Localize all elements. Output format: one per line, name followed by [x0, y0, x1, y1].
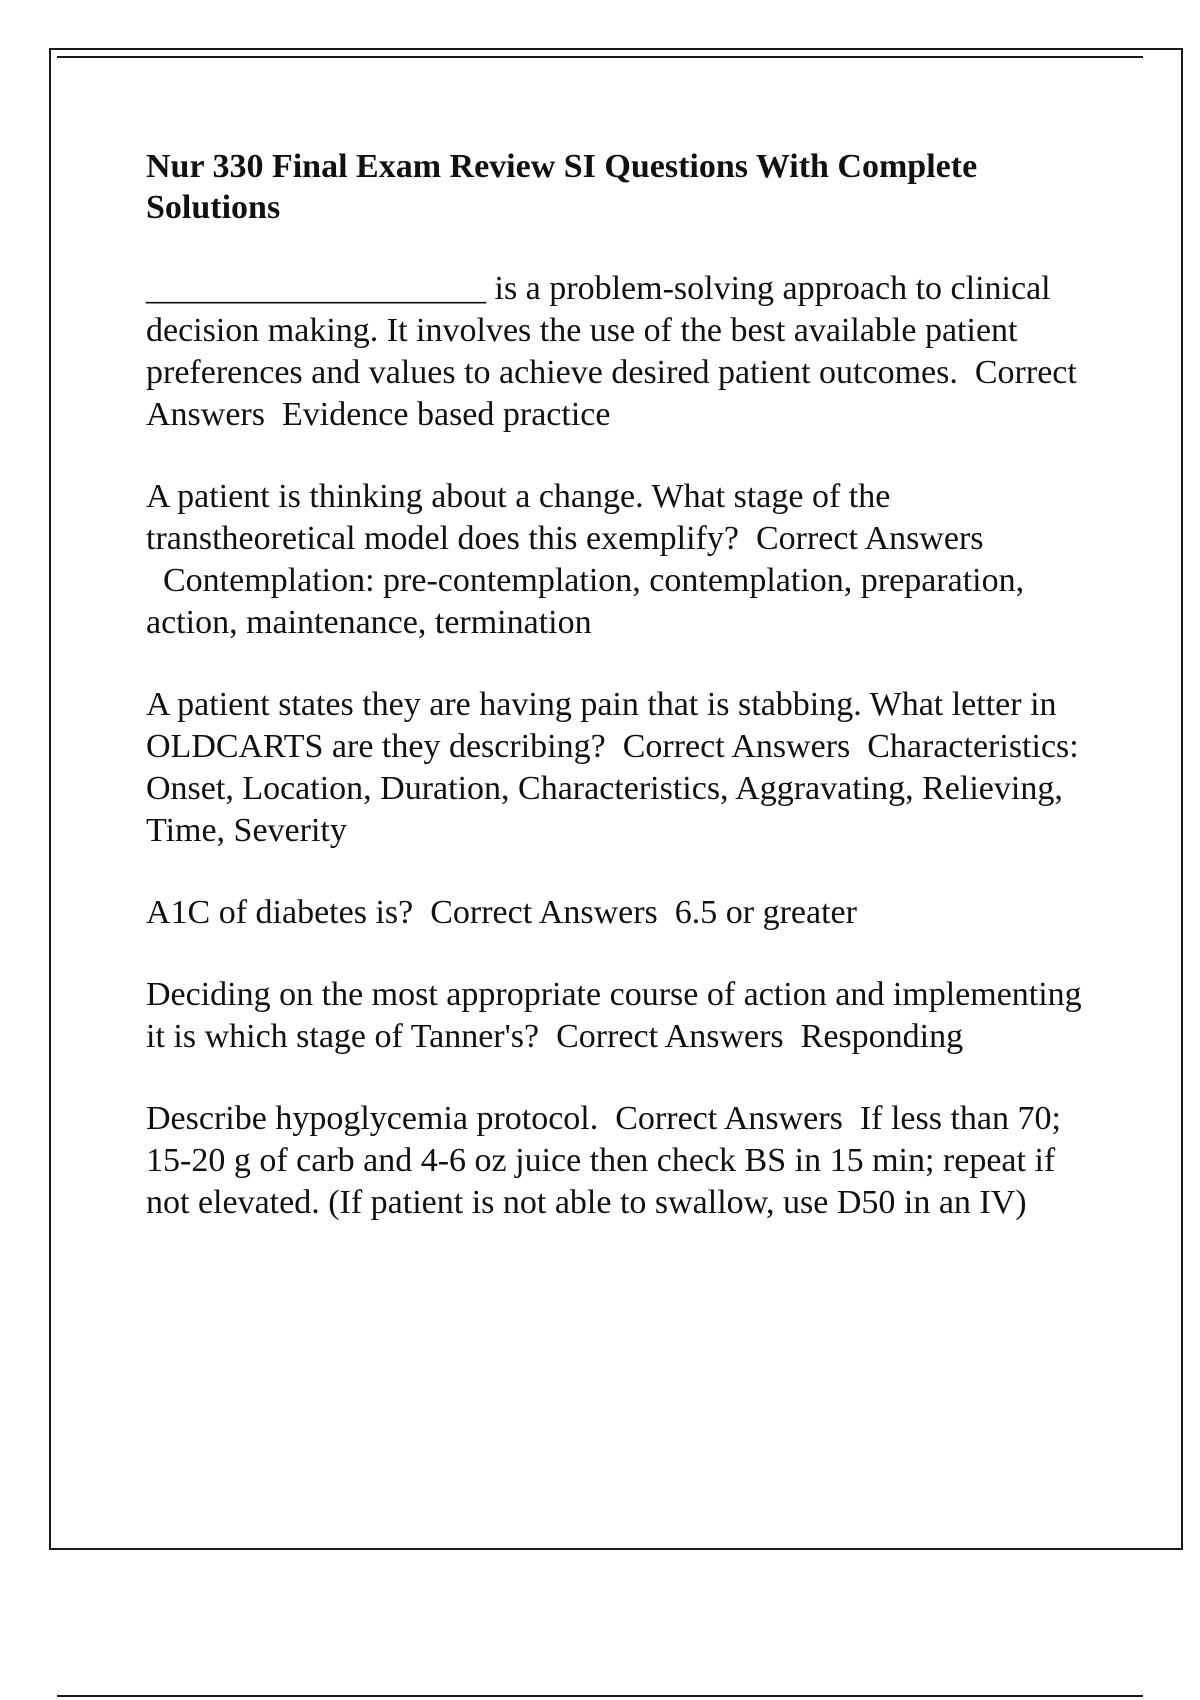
answer-text: Contemplation: pre-contemplation, contemplation, preparation, action, maintenance, termination: [146, 562, 1025, 641]
question-text: A patient states they are having pain that is stabbing. What letter in OLDCARTS are they describing?: [146, 686, 1057, 765]
qa-item: [146, 268, 1096, 436]
question-text: A patient is thinking about a change. What stage of the transtheoretical model does this exemplify?: [146, 478, 891, 557]
footer-rule: [57, 1695, 1143, 1697]
answer-text: Evidence based practice: [281, 396, 611, 433]
qa-item: [146, 892, 1096, 934]
qa-item: [146, 1098, 1096, 1224]
answer-text: Responding: [800, 1018, 964, 1055]
answer-marker: Correct Answers: [430, 894, 658, 931]
document-title: Nur 330 Final Exam Review SI Questions With Complete Solutions: [146, 148, 978, 226]
question-text: Describe hypoglycemia protocol.: [146, 1100, 599, 1137]
document-body: [146, 146, 1096, 1264]
answer-text: Characteristics: Onset, Location, Duration, Characteristics, Aggravating, Relieving, Time, Severity: [146, 728, 1079, 849]
header-rule: [57, 56, 1143, 58]
question-text: ____________________ is a problem-solving approach to clinical decision making. It involves the use of the best available patient preferences and values to achieve desired patient outcomes.: [146, 270, 1051, 391]
question-text: Deciding on the most appropriate course of action and implementing it is which stage of Tanner's?: [146, 976, 1082, 1055]
question-text: A1C of diabetes is?: [146, 894, 414, 931]
answer-marker: Correct Answers: [556, 1018, 784, 1055]
answer-marker: Correct Answers: [146, 354, 1077, 433]
answer-marker: Correct Answers: [755, 520, 984, 557]
answer-text: If less than 70; 15-20 g of carb and 4-6 oz juice then check BS in 15 min; repeat if not elevated. (If patient is not able to swallow, use D50 in an IV): [146, 1100, 1061, 1221]
answer-marker: Correct Answers: [622, 728, 851, 765]
qa-item: [146, 476, 1096, 644]
qa-item: [146, 974, 1096, 1058]
answer-marker: Correct Answers: [615, 1100, 843, 1137]
answer-text: 6.5 or greater: [674, 894, 857, 931]
qa-item: [146, 684, 1096, 852]
